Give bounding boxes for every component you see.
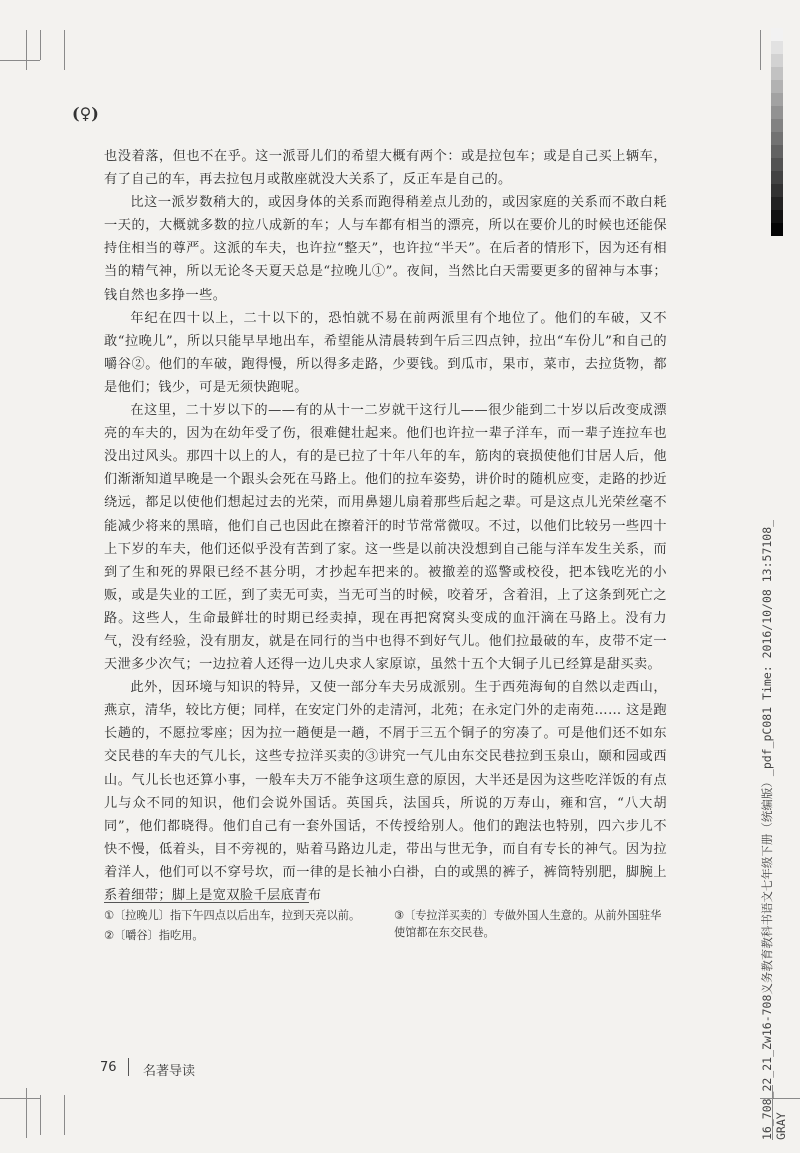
gray-swatch xyxy=(771,197,783,210)
gray-swatch xyxy=(771,223,783,236)
paragraph-1: 也没着落，但也不在乎。这一派哥儿们的希望大概有两个：或是拉包车；或是自己买上辆车，有了自己的车，再去拉包月或散座就没大关系了，反正车是自己的。 xyxy=(104,149,667,188)
gray-swatch xyxy=(771,210,783,223)
section-icon: (♀) xyxy=(72,104,99,123)
printer-slug-line-2: GRAY xyxy=(774,1112,788,1140)
gray-swatch xyxy=(771,28,783,41)
crop-mark-bottom-left-v xyxy=(26,1088,27,1138)
page-number: 76 xyxy=(100,1060,117,1075)
printer-slug xyxy=(760,520,788,1140)
footnote-1: ①〔拉晚儿〕指下午四点以后出车，拉到天亮以前。 xyxy=(104,909,361,922)
crop-mark-top-left-v2 xyxy=(40,30,41,60)
footnote-3: ③〔专拉洋买卖的〕专做外国人生意的。从前外国驻华使馆都在东交民巷。 xyxy=(394,909,662,939)
crop-mark-bottom-v xyxy=(64,1095,65,1135)
gray-swatch xyxy=(771,184,783,197)
gray-swatch xyxy=(771,119,783,132)
paragraph-2: 比这一派岁数稍大的，或因身体的关系而跑得稍差点儿劲的，或因家庭的关系而不敢白耗一天的，大概就多数的拉八成新的车；人与车都有相当的漂亮，所以在要价儿的时候也还能保持住相当的尊严。这派的车夫，也许拉“整天”，也许拉“半天”。在后者的情形下，因为还有相当的精气神，所以无论冬天夏天总是“拉晚儿①”。夜间，当然比白天需要更多的留神与本事；钱自然也多挣一些。 xyxy=(104,195,667,303)
gray-swatch xyxy=(771,171,783,184)
paragraph-3: 年纪在四十以上，二十以下的，恐怕就不易在前两派里有个地位了。他们的车破，又不敢“拉晚儿”，所以只能早早地出车，希望能从清晨转到午后三四点钟，拉出“车份儿”和自己的嚼谷②。他们的车破，跑得慢，所以得多走路，少要钱。到瓜市，果市，菜市，去拉货物，都是他们；钱少，可是无须快跑呢。 xyxy=(104,310,667,395)
gray-swatch xyxy=(771,54,783,67)
gray-calibration-strip xyxy=(771,28,783,236)
gray-swatch xyxy=(771,145,783,158)
crop-mark-bottom-left-h xyxy=(0,1098,40,1099)
footnotes-right-column xyxy=(394,907,667,944)
gray-swatch xyxy=(771,41,783,54)
crop-mark-top-right-v xyxy=(760,30,761,70)
paragraph-5: 此外，因环境与知识的特异，又使一部分车夫另成派别。生于西苑海甸的自然以走西山，燕京，清华，较比方便；同样，在安定门外的走清河，北苑；在永定门外的走南苑…… 这是跑长趟的，不愿拉零座；因为拉一趟便是一趟，不屑于三五个铜子的穷凑了。可是他们还不如东交民巷的车夫的气儿长，这些专拉洋买卖的③讲究一气儿由东交民巷拉到玉泉山，颐和园或西山。气儿长也还算小事，一般车夫万不能争这项生意的原因，大半还是因为这些吃洋饭的有点儿与众不同的知识，他们会说外国话。英国兵，法国兵，所说的万寿山，雍和宫，“八大胡同”，他们都晓得。他们自己有一套外国话，不传授给别人。他们的跑法也特别，四六步儿不快不慢，低着头，目不旁视的，贴着马路边儿走，带出与世无争，而自有专长的神气。因为拉着洋人，他们可以不穿号坎，而一律的是长袖小白褂，白的或黑的裤子，裤筒特别肥，脚腕上系着细带；脚上是宽双脸千层底青布 xyxy=(104,680,667,903)
gray-swatch xyxy=(771,93,783,106)
folio-divider xyxy=(128,1058,129,1076)
footnote-divider xyxy=(104,902,309,903)
running-title: 名著导读 xyxy=(143,1064,196,1079)
gray-swatch xyxy=(771,158,783,171)
body-text xyxy=(104,145,667,907)
footnotes-left-column xyxy=(104,907,364,947)
paragraph-4: 在这里，二十岁以下的——有的从十一二岁就干这行儿——很少能到二十岁以后改变成漂亮的车夫的，因为在幼年受了伤，很难健壮起来。他们也许拉一辈子洋车，而一辈子连拉车也没出过风头。那四十以上的人，有的是已拉了十年八年的车，筋肉的衰损使他们甘居人后，他们渐渐知道早晚是一个跟头会死在马路上。他们的拉车姿势，讲价时的随机应变，走路的抄近绕远，都足以使他们想起过去的光荣，而用鼻翅儿扇着那些后起之辈。可是这点儿光荣丝毫不能减少将来的黑暗，他们自己也因此在擦着汗的时节常常微叹。不过，以他们比较另一些四十上下岁的车夫，他们还似乎没有苦到了家。这一些是以前决没想到自己能与洋车发生关系，而到了生和死的界限已经不甚分明，才抄起车把来的。被撤差的巡警或校役，把本钱吃光的小贩，或是失业的工匠，到了卖无可卖，当无可当的时候，咬着牙，含着泪，上了这条到死亡之路。这些人，生命最鲜壮的时期已经卖掉，现在再把窝窝头变成的血汗滴在马路上。没有力气，没有经验，没有朋友，就是在同行的当中也得不到好气儿。他们拉最破的车，皮带不定一天泄多少次气；一边拉着人还得一边儿央求人家原谅，虽然十五个大铜子儿已经算是甜买卖。 xyxy=(104,403,667,673)
gray-swatch xyxy=(771,106,783,119)
gray-swatch xyxy=(771,132,783,145)
crop-mark-top-v xyxy=(64,30,65,70)
crop-mark-top-left-v xyxy=(26,30,27,70)
crop-mark-top-left-h xyxy=(0,60,40,61)
crop-mark-bottom-left-v2 xyxy=(40,1095,41,1135)
gray-swatch xyxy=(771,80,783,93)
footnote-2: ②〔嚼谷〕指吃用。 xyxy=(104,929,204,942)
printer-slug-line-1: 16_708_22_21_Zw16-708义务教育教科书语文七年级下册（统编版）_pdf_pC081 Time: 2016/10/08 13:57108_ xyxy=(760,519,774,1140)
gray-swatch xyxy=(771,67,783,80)
